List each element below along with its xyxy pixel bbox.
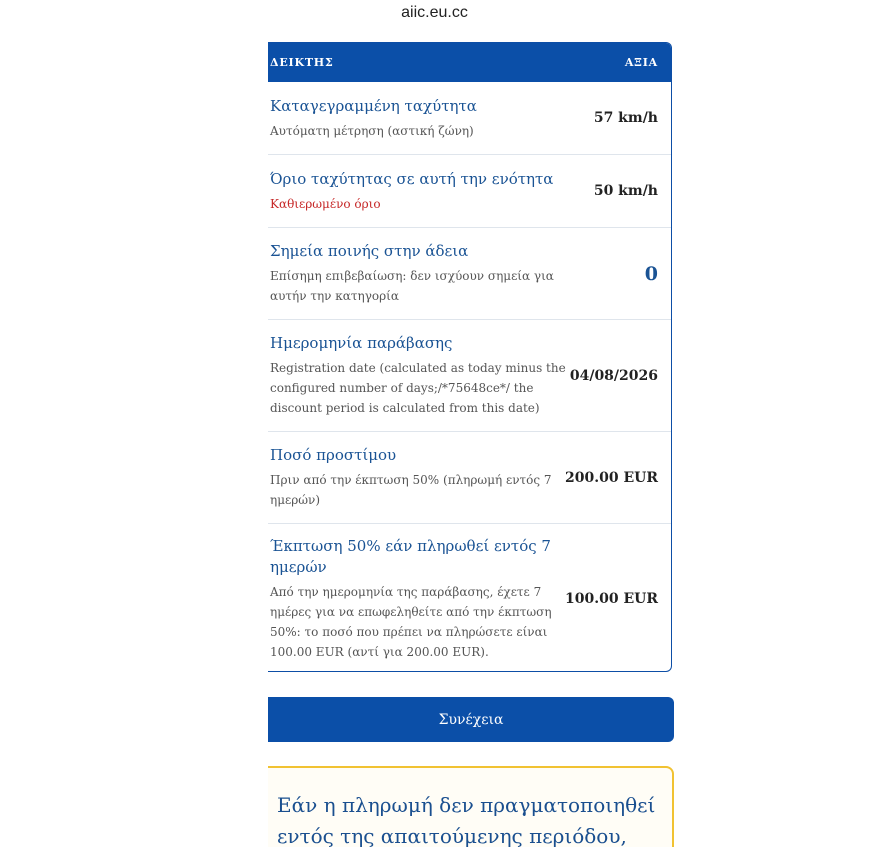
row-title: Καταγεγραμμένη ταχύτητα bbox=[270, 96, 477, 115]
header-value-label: ΑΞΙΑ bbox=[624, 56, 658, 69]
row-title: Έκπτωση 50% εάν πληρωθεί εντός 7 ημερών bbox=[270, 536, 551, 576]
row-value: 200.00 EUR bbox=[565, 469, 658, 486]
row-description: Πριν από την έκπτωση 50% (πληρωμή εντός 7 ημερών) bbox=[270, 473, 552, 507]
row-description: Επίσημη επιβεβαίωση: δεν ισχύουν σημεία για αυτήν την κατηγορία bbox=[270, 269, 554, 303]
notice-text: Εάν η πληρωμή δεν πραγματοποιηθεί εντός της απαιτούμενης περιόδου, bbox=[277, 793, 656, 847]
header-indicator-label: ΔΕΙΚΤΗΣ bbox=[270, 56, 334, 69]
row-value: 50 km/h bbox=[593, 183, 658, 199]
address-bar[interactable] bbox=[0, 0, 869, 30]
row-description: Αυτόματη μέτρηση (αστική ζώνη) bbox=[270, 123, 474, 138]
row-title: Όριο ταχύτητας σε αυτή την ενότητα bbox=[270, 169, 554, 188]
row-value: 04/08/2026 bbox=[569, 367, 658, 384]
table-row-violation-date bbox=[268, 320, 671, 432]
table-row-recorded-speed bbox=[268, 82, 671, 155]
table-row-fine-amount bbox=[268, 432, 671, 524]
row-title: Ποσό προστίμου bbox=[270, 446, 397, 464]
row-value: 0 bbox=[644, 262, 658, 285]
continue-button[interactable]: Συνέχεια bbox=[268, 697, 674, 742]
row-title: Ημερομηνία παράβασης bbox=[270, 334, 453, 352]
url-text: aiic.eu.cc bbox=[401, 4, 468, 21]
row-value: 100.00 EUR bbox=[565, 590, 658, 607]
table-row-penalty-points bbox=[268, 228, 671, 320]
payment-warning-notice bbox=[268, 766, 674, 847]
row-description: Καθιερωμένο όριο bbox=[270, 196, 381, 211]
row-description: Από την ημερομηνία της παράβασης, έχετε 7 ημέρες για να επωφεληθείτε από την έκπτωση 50%: το ποσό που πρέπει να πληρώσετε είναι 100.00 EUR (αντί για 200.00 EUR). bbox=[270, 584, 552, 659]
table-header bbox=[268, 43, 671, 82]
table-row-discount bbox=[268, 524, 671, 672]
table-row-speed-limit bbox=[268, 155, 671, 228]
row-value: 57 km/h bbox=[593, 110, 658, 126]
row-title: Σημεία ποινής στην άδεια bbox=[270, 242, 469, 260]
fine-details-table bbox=[268, 42, 672, 672]
row-description: Registration date (calculated as today minus the configured number of days;/*75648ce*/ the discount period is calculated from this date) bbox=[270, 361, 566, 415]
